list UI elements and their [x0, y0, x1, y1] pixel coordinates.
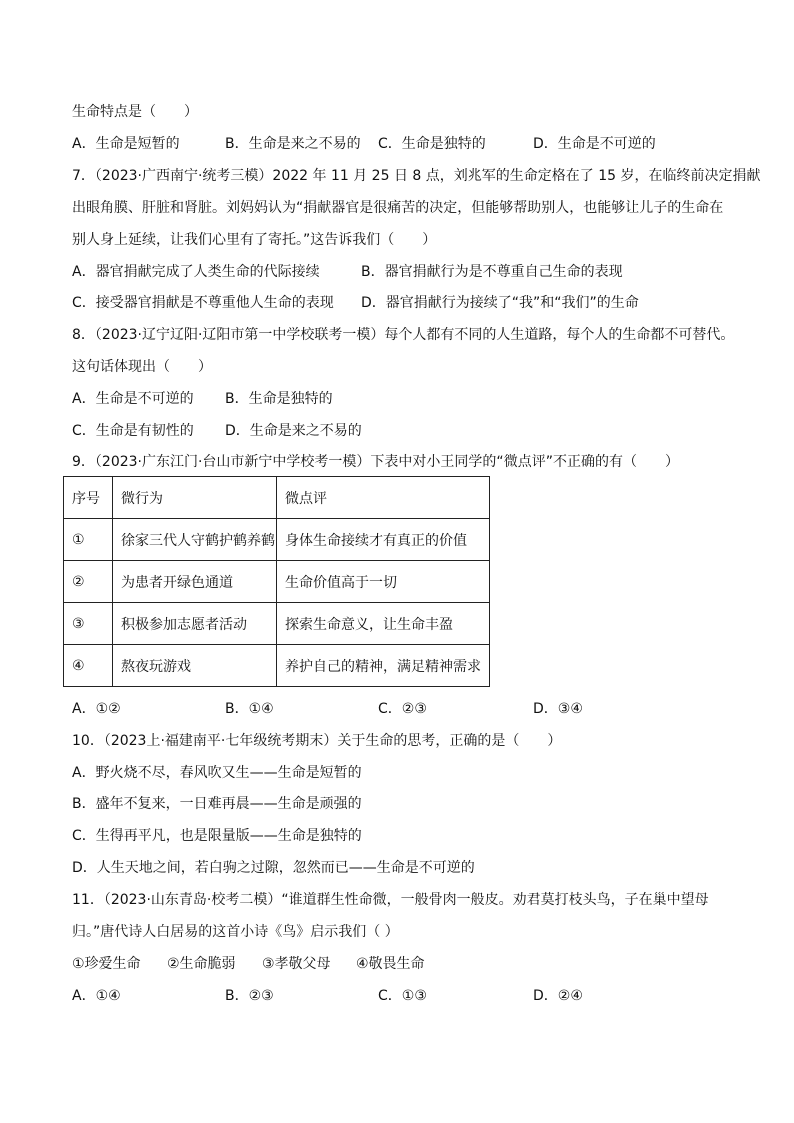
- q10-option-c: C．生得再平凡，也是限量版——生命是独特的: [72, 828, 362, 844]
- q6-stem: 生命特点是（ ）: [72, 104, 198, 120]
- q8-option-b: B．生命是独特的: [225, 391, 333, 407]
- q11-option-c: C．①③: [378, 988, 427, 1004]
- table-cell: ③: [64, 603, 113, 645]
- q8-option-c: C．生命是有韧性的: [72, 423, 194, 439]
- table-cell: ②: [64, 561, 113, 603]
- q8-option-d: D．生命是来之不易的: [225, 423, 362, 439]
- table-cell: 身体生命接续才有真正的价值: [277, 519, 490, 561]
- table-cell: 养护自己的精神，满足精神需求: [277, 645, 490, 687]
- q7-option-c: C．接受器官捐献是不尊重他人生命的表现: [72, 295, 334, 311]
- q11-choice-3: ③孝敬父母: [262, 956, 331, 972]
- q10-option-d: D．人生天地之间，若白驹之过隙，忽然而已——生命是不可逆的: [72, 860, 475, 876]
- q6-option-c: C．生命是独特的: [378, 136, 486, 152]
- q7-stem-line1: 7．（2023·广西南宁·统考三模）2022 年 11 月 25 日 8 点，刘兆军的生命定格在了 15 岁，在临终前决定捐献: [72, 168, 761, 184]
- q7-option-a: A．器官捐献完成了人类生命的代际接续: [72, 264, 320, 280]
- table-cell: ①: [64, 519, 113, 561]
- q6-option-d: D．生命是不可逆的: [533, 136, 656, 152]
- table-cell: 为患者开绿色通道: [113, 561, 277, 603]
- q7-stem-line3: 别人身上延续，让我们心里有了寄托。”这告诉我们（ ）: [72, 232, 437, 248]
- q11-choice-4: ④敬畏生命: [356, 956, 425, 972]
- q9-option-b: B．①④: [225, 701, 274, 717]
- q6-option-a: A．生命是短暂的: [72, 136, 180, 152]
- q9-option-a: A．①②: [72, 701, 121, 717]
- q9-table: [63, 476, 490, 687]
- table-header-cell: 微行为: [113, 477, 277, 519]
- q11-stem-line1: 11．（2023·山东青岛·校考二模）“谁道群生性命微，一般骨肉一般皮。劝君莫打枝头鸟，子在巢中望母: [72, 892, 709, 908]
- table-cell: 徐家三代人守鹤护鹤养鹤: [113, 519, 277, 561]
- q8-stem-line2: 这句话体现出（ ）: [72, 359, 212, 375]
- table-row: [64, 603, 490, 645]
- q11-choice-2: ②生命脆弱: [167, 956, 236, 972]
- q7-option-b: B．器官捐献行为是不尊重自己生命的表现: [361, 264, 623, 280]
- q7-option-d: D．器官捐献行为接续了“我”和“我们”的生命: [361, 295, 639, 311]
- q11-option-d: D．②④: [533, 988, 583, 1004]
- q10-option-a: A．野火烧不尽，春风吹又生——生命是短暂的: [72, 765, 362, 781]
- table-cell: ④: [64, 645, 113, 687]
- q11-option-a: A．①④: [72, 988, 121, 1004]
- q10-stem: 10．（2023上·福建南平·七年级统考期末）关于生命的思考，正确的是（ ）: [72, 733, 562, 749]
- table-row: [64, 561, 490, 603]
- table-header-row: [64, 477, 490, 519]
- q8-stem-line1: 8．（2023·辽宁辽阳·辽阳市第一中学校联考一模）每个人都有不同的人生道路，每个人的生命都不可替代。: [72, 327, 735, 343]
- table-cell: 熬夜玩游戏: [113, 645, 277, 687]
- q9-option-d: D．③④: [533, 701, 583, 717]
- table-cell: 生命价值高于一切: [277, 561, 490, 603]
- table-row: [64, 519, 490, 561]
- q10-option-b: B．盛年不复来，一日难再晨——生命是顽强的: [72, 796, 362, 812]
- table-header-cell: 微点评: [277, 477, 490, 519]
- q11-choice-1: ①珍爱生命: [72, 956, 141, 972]
- q7-stem-line2: 出眼角膜、肝脏和肾脏。刘妈妈认为“捐献器官是很痛苦的决定，但能够帮助别人，也能够让儿子的生命在: [72, 200, 724, 216]
- q11-stem-line2: 归。”唐代诗人白居易的这首小诗《鸟》启示我们（ ）: [72, 924, 399, 940]
- q11-option-b: B．②③: [225, 988, 274, 1004]
- table-header-cell: 序号: [64, 477, 113, 519]
- table-row: [64, 645, 490, 687]
- q8-option-a: A．生命是不可逆的: [72, 391, 194, 407]
- q9-stem: 9．（2023·广东江门·台山市新宁中学校考一模）下表中对小王同学的“微点评”不正确的有（ ）: [72, 454, 679, 470]
- table-cell: 积极参加志愿者活动: [113, 603, 277, 645]
- q6-option-b: B．生命是来之不易的: [225, 136, 361, 152]
- table-cell: 探索生命意义，让生命丰盈: [277, 603, 490, 645]
- q9-option-c: C．②③: [378, 701, 427, 717]
